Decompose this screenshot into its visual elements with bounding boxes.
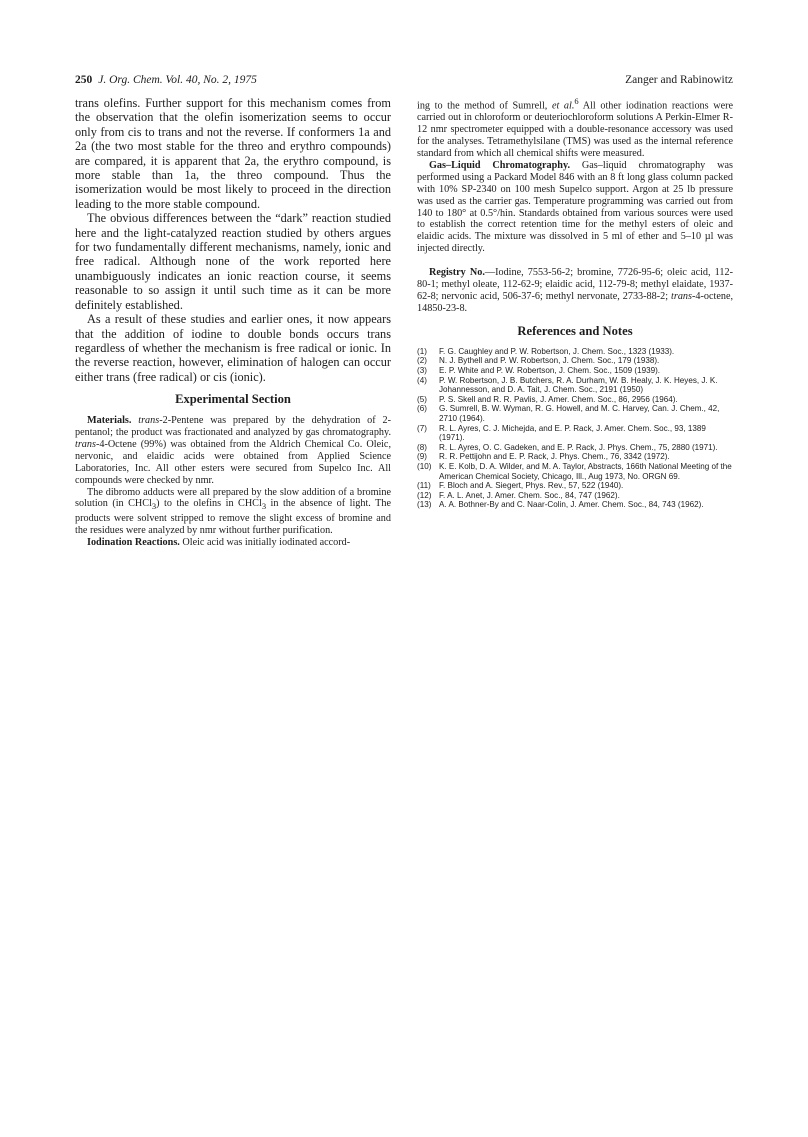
dibromo-text-b: ) to the olefins in CHCl bbox=[156, 498, 262, 510]
page-number: 250 bbox=[75, 74, 93, 86]
right-column bbox=[417, 96, 733, 510]
reference-item bbox=[417, 481, 733, 491]
reference-text: P. W. Robertson, J. B. Butchers, R. A. Durham, W. B. Healy, J. K. Heyes, J. K. Johannesson, and D. A. Tait, J. Chem. Soc., 2191 (1950) bbox=[439, 375, 718, 395]
running-header bbox=[75, 72, 733, 88]
iodination-lead: Iodination Reactions. bbox=[87, 537, 180, 549]
reference-number: (11) bbox=[417, 481, 431, 491]
reference-item bbox=[417, 404, 733, 423]
reference-text: K. E. Kolb, D. A. Wilder, and M. A. Taylor, Abstracts, 166th National Meeting of the American Chemical Society, Chicago, Ill., Aug 1973, No. ORGN 69. bbox=[439, 461, 732, 481]
reference-item bbox=[417, 376, 733, 395]
reference-number: (9) bbox=[417, 452, 427, 462]
materials-trans-prefix-1: trans- bbox=[138, 415, 163, 427]
paragraph-iodination bbox=[75, 537, 391, 549]
registry-text: —Iodine, 7553-56-2; bromine, 7726-95-6; oleic acid, 112-80-1; methyl oleate, 112-62-9; elaidic acid, 112-79-8; methyl elaidate, 1937-62-8; nervonic acid, 506-37-6; methyl nervonate, 2733-88-2; bbox=[417, 267, 733, 302]
references-heading: References and Notes bbox=[517, 323, 633, 338]
paragraph-glc bbox=[417, 160, 733, 255]
reference-item bbox=[417, 462, 733, 481]
materials-lead: Materials. bbox=[87, 415, 132, 427]
dibromo-subscript-1: 3 bbox=[151, 501, 157, 512]
dibromo-text-c: in the absence of light. The products were solvent stripped to remove the slight excess of bromine and the residues were analyzed by nmr without further purification. bbox=[75, 498, 391, 537]
glc-text: Gas–liquid chromatography was performed using a Packard Model 846 with an 8 ft long glass column packed with 10% SP-2340 on 100 mesh Supelco support. Argon at 25 lb pressure was used as the carrier gas. Temperature programming was carried out from 140 to 180° at 0.5°/hin. Standards obtained from various sources were used to establish the correct retention time for the methyl esters of oleic and elaidic acids. The mixture was dissolved in 5 ml of ether and 5–10 µl was injected directly. bbox=[417, 159, 733, 255]
references-list bbox=[417, 347, 733, 510]
reference-number: (13) bbox=[417, 500, 432, 510]
reference-number: (10) bbox=[417, 461, 432, 471]
reference-text: N. J. Bythell and P. W. Robertson, J. Chem. Soc., 179 (1938). bbox=[439, 356, 660, 366]
paragraph-materials bbox=[75, 415, 391, 486]
reference-text: R. R. Pettijohn and E. P. Rack, J. Phys. Chem., 76, 3342 (1972). bbox=[439, 452, 670, 462]
reference-item bbox=[417, 356, 733, 366]
footnote-ref-6: 6 bbox=[574, 96, 579, 106]
continued-text-a: ing to the method of Sumrell, bbox=[417, 100, 548, 112]
reference-item bbox=[417, 347, 733, 357]
dibromo-subscript-2: 3 bbox=[261, 501, 267, 512]
materials-text-a: 2-Pentene was prepared by the dehydration of 2-pentanol; the product was fractionated and analyzed by gas chromatography. bbox=[75, 415, 391, 439]
reference-text: F. G. Caughley and P. W. Robertson, J. Chem. Soc., 1323 (1933). bbox=[439, 346, 675, 356]
iodination-text: Oleic acid was initially iodinated accord- bbox=[182, 537, 351, 549]
materials-trans-prefix-2: trans- bbox=[75, 438, 100, 450]
registry-trans-prefix: trans- bbox=[671, 290, 696, 302]
reference-number: (4) bbox=[417, 375, 427, 385]
header-left bbox=[75, 72, 257, 88]
reference-text: R. L. Ayres, O. C. Gadeken, and E. P. Rack, J. Phys. Chem., 75, 2880 (1971). bbox=[439, 442, 718, 452]
glc-lead: Gas–Liquid Chromatography. bbox=[429, 159, 571, 171]
dibromo-text-a: The dibromo adducts were all prepared by the slow addition of a bromine solution (in CHCl bbox=[75, 486, 391, 510]
reference-number: (8) bbox=[417, 442, 427, 452]
paragraph-conclusion: As a result of these studies and earlier ones, it now appears that the addition of iodine to double bonds occurs trans regardless of whether the mechanism is free radical or ionic. In the reverse reaction, however, elimination of halogen can occur either trans (free radical) or cis (ionic). bbox=[75, 312, 391, 384]
reference-item bbox=[417, 366, 733, 376]
reference-text: F. A. L. Anet, J. Amer. Chem. Soc., 84, 747 (1962). bbox=[439, 490, 620, 500]
paragraph-iodination-continued bbox=[417, 96, 733, 160]
reference-number: (3) bbox=[417, 365, 427, 375]
paragraph-registry bbox=[417, 267, 733, 315]
reference-item bbox=[417, 443, 733, 453]
reference-text: P. S. Skell and R. R. Pavlis, J. Amer. Chem. Soc., 86, 2956 (1964). bbox=[439, 394, 678, 404]
reference-item bbox=[417, 500, 733, 510]
reference-number: (7) bbox=[417, 423, 427, 433]
reference-item bbox=[417, 491, 733, 501]
reference-number: (6) bbox=[417, 404, 427, 414]
continued-text-b: All other iodination reactions were carried out in chloroform or deuteriochloroform solutions A Perkin-Elmer R-12 nmr spectrometer equipped with a double-resonance accessory was used for the analyses. Tetramethylsilane (TMS) was used as the internal reference standard from which all chemical shifts were measured. bbox=[417, 100, 734, 160]
materials-text-b: 4-Octene (99%) was obtained from the Aldrich Chemical Co. Oleic, nervonic, and elaidic acids were obtained from Applied Science Laboratories, Inc. All other esters were secured from Supelco Inc. All compounds were checked by nmr. bbox=[75, 438, 391, 486]
reference-text: E. P. White and P. W. Robertson, J. Chem. Soc., 1509 (1939). bbox=[439, 365, 661, 375]
reference-number: (1) bbox=[417, 346, 427, 356]
reference-text: A. A. Bothner-By and C. Naar-Colin, J. Amer. Chem. Soc., 84, 743 (1962). bbox=[439, 500, 704, 510]
left-column bbox=[75, 96, 391, 549]
reference-text: F. Bloch and A. Siegert, Phys. Rev., 57, 522 (1940). bbox=[439, 481, 624, 491]
paragraph-differences: The obvious differences between the “dark” reaction studied here and the light-catalyzed reaction studied by others argues for two fundamentally different mechanisms, namely, ionic and free radical. Although none of the work reported here unambiguously indicates an ionic reaction course, it seems reasonable to so assign it until such time as it can be more definitely established. bbox=[75, 211, 391, 312]
reference-number: (2) bbox=[417, 356, 427, 366]
reference-number: (5) bbox=[417, 394, 427, 404]
et-al: et al. bbox=[551, 100, 575, 112]
reference-number: (12) bbox=[417, 490, 432, 500]
reference-text: R. L. Ayres, C. J. Michejda, and E. P. Rack, J. Amer. Chem. Soc., 93, 1389 (1971). bbox=[439, 423, 706, 443]
reference-item bbox=[417, 395, 733, 405]
experimental-section-heading: Experimental Section bbox=[175, 392, 291, 407]
header-authors: Zanger and Rabinowitz bbox=[625, 74, 733, 86]
paragraph-mechanism: trans olefins. Further support for this mechanism comes from the observation that the olefin isomerization seems to occur only from cis to trans and not the reverse. If conformers 1a and 2a (the two most stable for the threo and erythro compounds) are compared, it is apparent that 2a, the erythro compound, is more stable than 1a, the threo compound. Thus the isomerization would be most likely to proceed in the direction leading to the more stable compound. bbox=[75, 96, 391, 211]
registry-end: 4-octene, 14850-23-8. bbox=[417, 290, 734, 314]
registry-lead: Registry No. bbox=[429, 267, 485, 279]
reference-text: G. Sumrell, B. W. Wyman, R. G. Howell, and M. C. Harvey, Can. J. Chem., 42, 2710 (1964). bbox=[439, 404, 720, 423]
reference-item bbox=[417, 424, 733, 443]
paragraph-dibromo bbox=[75, 487, 391, 538]
journal-citation: J. Org. Chem. Vol. 40, No. 2, 1975 bbox=[98, 74, 257, 86]
reference-item bbox=[417, 452, 733, 462]
